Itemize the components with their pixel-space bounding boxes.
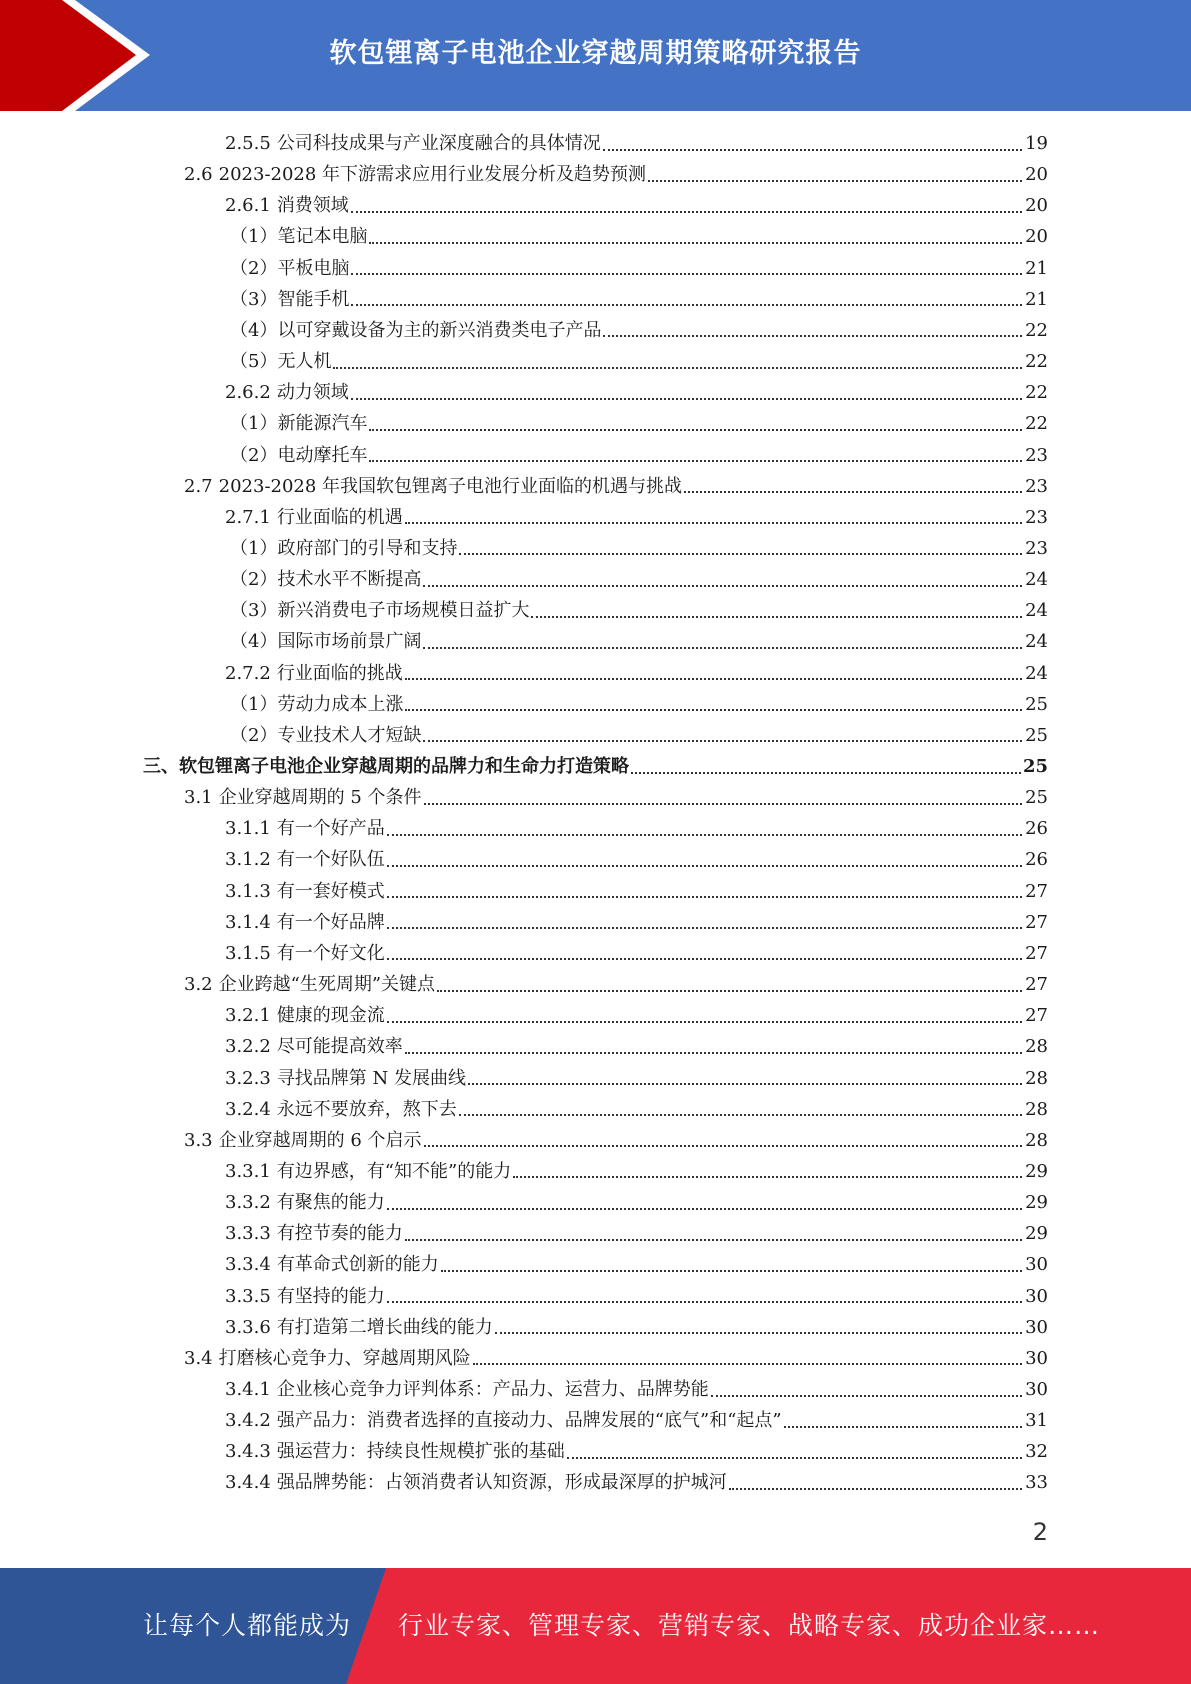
toc-dot-leader [405,1052,1022,1054]
toc-dot-leader [333,367,1022,369]
toc-entry-title: 电动摩托车 [277,444,368,466]
toc-entry-page: 30 [1025,1347,1048,1369]
toc-entry-number: 3.1 [184,787,213,809]
toc-entry-page: 30 [1025,1254,1048,1276]
toc-dot-leader [369,460,1022,462]
toc-entry-page: 27 [1025,942,1048,964]
toc-entry-title: 企业跨越“生死周期”关键点 [218,974,436,996]
toc-dot-leader [387,1208,1022,1210]
toc-entry[interactable] [225,907,1048,938]
toc-entry[interactable] [225,658,1048,689]
toc-entry[interactable] [230,315,1048,346]
header-banner [0,0,1191,111]
toc-entry-page: 22 [1025,351,1048,373]
toc-dot-leader [784,1426,1022,1428]
toc-dot-leader [351,273,1022,275]
toc-entry[interactable] [230,221,1048,252]
toc-dot-leader [711,1395,1022,1397]
toc-dot-leader [531,616,1022,618]
toc-entry-number: （2） [230,444,278,466]
toc-entry-title: 国际市场前景广阔 [277,631,422,653]
toc-entry-title: 尽可能提高效率 [276,1036,403,1058]
toc-entry-title: 专业技术人才短缺 [277,724,422,746]
toc-entry-title: 行业面临的挑战 [276,662,403,684]
toc-entry-number: 3.3.2 [225,1192,271,1214]
toc-entry-number: 3.1.4 [225,911,271,933]
toc-entry[interactable] [230,626,1048,657]
toc-entry-page: 30 [1025,1316,1048,1338]
toc-entry[interactable] [230,689,1048,720]
toc-entry[interactable] [225,377,1048,408]
toc-dot-leader [387,865,1022,867]
toc-entry-page: 27 [1025,974,1048,996]
toc-entry[interactable] [225,1374,1048,1405]
toc-dot-leader [423,740,1022,742]
toc-dot-leader [729,1488,1022,1490]
toc-entry-page: 27 [1025,1005,1048,1027]
toc-dot-leader [468,1083,1022,1085]
toc-entry-title: 新能源汽车 [277,413,368,435]
toc-entry-page: 20 [1025,195,1048,217]
toc-entry-page: 25 [1025,787,1048,809]
toc-entry[interactable] [143,751,1048,782]
toc-entry-title: 强产品力：消费者选择的直接动力、品牌发展的“底气”和“起点” [276,1410,782,1432]
toc-dot-leader [405,709,1022,711]
toc-entry-number: 3.3.1 [225,1160,271,1182]
toc-entry-number: （1） [230,413,278,435]
toc-entry-title: 有革命式创新的能力 [276,1254,439,1276]
toc-entry-number: 3.4 [184,1347,213,1369]
toc-entry-number: （1） [230,537,278,559]
toc-dot-leader [648,180,1022,182]
toc-entry-title: 有一个好品牌 [276,911,385,933]
toc-entry-title: 企业穿越周期的 5 个条件 [218,787,422,809]
toc-entry-number: 3.3.5 [225,1285,271,1307]
toc-entry-title: 平板电脑 [277,257,350,279]
toc-entry-title: 有聚焦的能力 [276,1192,385,1214]
toc-dot-leader [459,553,1022,555]
toc-entry-title: 强运营力：持续良性规模扩张的基础 [276,1441,565,1463]
toc-entry-page: 31 [1025,1410,1048,1432]
toc-dot-leader [513,1176,1022,1178]
toc-entry-page: 29 [1025,1192,1048,1214]
toc-entry-number: 2.6.1 [225,195,271,217]
toc-entry-title: 有一个好产品 [276,818,385,840]
toc-dot-leader [351,211,1022,213]
toc-entry[interactable] [225,1405,1048,1436]
toc-entry-page: 29 [1025,1223,1048,1245]
toc-entry-number: 3.1.1 [225,818,271,840]
toc-dot-leader [369,429,1022,431]
toc-entry-number: 2.7.2 [225,662,271,684]
toc-dot-leader [631,772,1021,774]
toc-entry[interactable] [225,813,1048,844]
toc-entry-page: 33 [1025,1472,1048,1494]
toc-entry-title: 无人机 [277,351,332,373]
toc-dot-leader [424,803,1022,805]
toc-entry-number: 3.4.2 [225,1410,271,1432]
toc-entry[interactable] [230,533,1048,564]
toc-entry-number: 3.1.3 [225,880,271,902]
toc-entry-title: 智能手机 [277,288,350,310]
footer-slogan-left: 让每个人都能成为 [143,1611,352,1640]
toc-entry[interactable] [225,1094,1048,1125]
toc-entry-number: （1） [230,693,278,715]
page-number: 2 [1032,1518,1048,1546]
toc-dot-leader [405,678,1022,680]
document-title: 软包锂离子电池企业穿越周期策略研究报告 [329,37,862,69]
toc-entry-page: 23 [1025,506,1048,528]
toc-entry-page: 20 [1025,164,1048,186]
toc-entry-page: 23 [1025,475,1048,497]
toc-entry-page: 27 [1025,880,1048,902]
toc-entry-title: 新兴消费电子市场规模日益扩大 [277,600,530,622]
toc-entry[interactable] [225,876,1048,907]
toc-entry-page: 21 [1025,288,1048,310]
toc-entry-title: 软包锂离子电池企业穿越周期的品牌力和生命力打造策略 [179,756,629,777]
toc-entry-number: 2.5.5 [225,133,271,154]
toc-dot-leader [387,834,1022,836]
toc-entry[interactable] [225,1281,1048,1312]
toc-entry-title: 公司科技成果与产业深度融合的具体情况 [276,133,601,154]
toc-dot-leader [405,522,1022,524]
toc-entry-number: （5） [230,351,278,373]
toc-entry-number: 3.1.2 [225,849,271,871]
toc-entry[interactable] [225,128,1048,159]
toc-entry[interactable] [230,284,1048,315]
toc-entry-title: 企业核心竞争力评判体系：产品力、运营力、品牌势能 [276,1379,709,1400]
toc-entry[interactable] [225,1436,1048,1467]
toc-entry-page: 24 [1025,569,1048,591]
footer-banner [0,1568,1191,1684]
footer-slogan-right: 行业专家、管理专家、营销专家、战略专家、成功企业家…… [398,1611,1101,1640]
toc-entry[interactable] [184,782,1048,813]
toc-entry-page: 27 [1025,911,1048,933]
toc-entry-page: 20 [1025,226,1048,248]
toc-dot-leader [351,304,1022,306]
toc-entry-title: 2023-2028 年下游需求应用行业发展分析及趋势预测 [218,164,647,186]
toc-entry-number: （2） [230,257,278,279]
toc-entry-title: 消费领域 [276,195,349,217]
toc-entry[interactable] [225,1000,1048,1031]
toc-entry-number: 2.7 [184,475,213,497]
toc-entry-number: 2.6.2 [225,382,271,404]
toc-entry-title: 有一个好队伍 [276,849,385,871]
toc-entry[interactable] [225,938,1048,969]
toc-entry-title: 健康的现金流 [276,1005,385,1027]
toc-entry-title: 政府部门的引导和支持 [277,537,458,559]
toc-entry-number: （3） [230,600,278,622]
toc-entry[interactable] [225,1187,1048,1218]
toc-entry[interactable] [225,844,1048,875]
toc-dot-leader [423,585,1022,587]
toc-entry-number: 3.4.3 [225,1441,271,1463]
toc-entry-number: 3.1.5 [225,942,271,964]
toc-entry-page: 19 [1025,133,1048,154]
toc-entry-title: 寻找品牌第 N 发展曲线 [276,1067,467,1089]
toc-entry-page: 26 [1025,849,1048,871]
toc-entry-number: 2.7.1 [225,506,271,528]
toc-entry-number: 三、 [143,756,179,777]
toc-entry-number: 3.4.4 [225,1472,271,1494]
toc-entry-number: （2） [230,724,278,746]
toc-entry-title: 有一套好模式 [276,880,385,902]
toc-dot-leader [459,1114,1022,1116]
toc-entry[interactable] [230,564,1048,595]
toc-dot-leader [567,1457,1022,1459]
toc-entry[interactable] [225,190,1048,221]
toc-dot-leader [603,335,1022,337]
toc-dot-leader [684,491,1022,493]
toc-entry[interactable] [184,1343,1048,1374]
toc-dot-leader [473,1363,1022,1365]
toc-entry-number: 3.2.1 [225,1005,271,1027]
toc-entry-page: 24 [1025,662,1048,684]
toc-entry[interactable] [230,408,1048,439]
toc-dot-leader [387,1301,1022,1303]
toc-entry-page: 30 [1025,1379,1048,1400]
toc-entry-page: 22 [1025,382,1048,404]
toc-entry[interactable] [184,969,1048,1000]
toc-entry-title: 笔记本电脑 [277,226,368,248]
toc-entry-title: 劳动力成本上涨 [277,693,404,715]
toc-entry-number: （2） [230,569,278,591]
toc-entry-page: 24 [1025,600,1048,622]
toc-dot-leader [387,927,1022,929]
toc-entry-page: 23 [1025,444,1048,466]
toc-entry-title: 有控节奏的能力 [276,1223,403,1245]
toc-entry-page: 22 [1025,413,1048,435]
toc-dot-leader [387,1021,1022,1023]
toc-entry[interactable] [225,1312,1048,1343]
toc-entry-title: 打磨核心竞争力、穿越周期风险 [218,1347,471,1369]
toc-entry-number: 3.3.4 [225,1254,271,1276]
toc-dot-leader [495,1332,1022,1334]
toc-entry-page: 30 [1025,1285,1048,1307]
toc-entry[interactable] [184,1125,1048,1156]
toc-entry-page: 28 [1025,1036,1048,1058]
toc-entry-page: 23 [1025,537,1048,559]
toc-entry-page: 25 [1022,756,1048,777]
toc-entry[interactable] [230,440,1048,471]
toc-dot-leader [437,990,1022,992]
toc-dot-leader [603,149,1022,151]
toc-entry-title: 行业面临的机遇 [276,506,403,528]
toc-dot-leader [424,1145,1022,1147]
toc-entry-page: 25 [1025,693,1048,715]
toc-entry-title: 有打造第二增长曲线的能力 [276,1316,493,1338]
toc-dot-leader [387,958,1022,960]
toc-entry-title: 有边界感，有“知不能”的能力 [276,1160,512,1182]
toc-entry-number: 3.2.2 [225,1036,271,1058]
toc-entry-title: 动力领域 [276,382,349,404]
toc-entry-title: 永远不要放弃，熬下去 [276,1098,457,1120]
toc-entry-page: 25 [1025,724,1048,746]
toc-entry[interactable] [225,1156,1048,1187]
toc-entry-number: （4） [230,631,278,653]
toc-entry[interactable] [230,253,1048,284]
toc-entry-page: 21 [1025,257,1048,279]
toc-entry[interactable] [225,1249,1048,1280]
toc-entry-title: 技术水平不断提高 [277,569,422,591]
toc-entry-page: 29 [1025,1160,1048,1182]
toc-dot-leader [405,1239,1022,1241]
toc-entry-page: 26 [1025,818,1048,840]
toc-entry[interactable] [225,502,1048,533]
toc-entry-title: 强品牌势能：占领消费者认知资源，形成最深厚的护城河 [276,1472,727,1494]
toc-entry-page: 28 [1025,1067,1048,1089]
toc-entry-number: 3.4.1 [225,1379,271,1400]
toc-entry-number: 3.2.4 [225,1098,271,1120]
toc-entry-number: 3.3.6 [225,1316,271,1338]
toc-entry[interactable] [230,595,1048,626]
toc-entry-number: 2.6 [184,164,213,186]
toc-entry[interactable] [225,1218,1048,1249]
toc-entry-page: 28 [1025,1098,1048,1120]
toc-dot-leader [351,398,1022,400]
toc-entry[interactable] [184,159,1048,190]
toc-entry-number: （1） [230,226,278,248]
toc-entry-number: 3.3 [184,1129,213,1151]
toc-entry-title: 有一个好文化 [276,942,385,964]
toc-entry-title: 企业穿越周期的 6 个启示 [218,1129,422,1151]
toc-entry[interactable] [184,471,1048,502]
toc-entry[interactable] [225,1063,1048,1094]
toc-entry[interactable] [225,1031,1048,1062]
toc-entry-number: 3.3.3 [225,1223,271,1245]
toc-entry-page: 24 [1025,631,1048,653]
toc-entry[interactable] [230,346,1048,377]
toc-entry-title: 有坚持的能力 [276,1285,385,1307]
toc-dot-leader [387,896,1022,898]
toc-entry[interactable] [225,1467,1048,1498]
toc-entry-number: （4） [230,319,278,341]
toc-dot-leader [441,1270,1022,1272]
toc-dot-leader [423,647,1022,649]
toc-entry-number: （3） [230,288,278,310]
toc-entry-page: 28 [1025,1129,1048,1151]
toc-entry-page: 32 [1025,1441,1048,1463]
toc-dot-leader [369,242,1022,244]
toc-entry-number: 3.2 [184,974,213,996]
toc-entry-title: 2023-2028 年我国软包锂离子电池行业面临的机遇与挑战 [218,475,683,497]
toc-entry-title: 以可穿戴设备为主的新兴消费类电子产品 [277,319,602,341]
toc-entry-number: 3.2.3 [225,1067,271,1089]
toc-entry[interactable] [230,720,1048,751]
toc-entry-page: 22 [1025,319,1048,341]
